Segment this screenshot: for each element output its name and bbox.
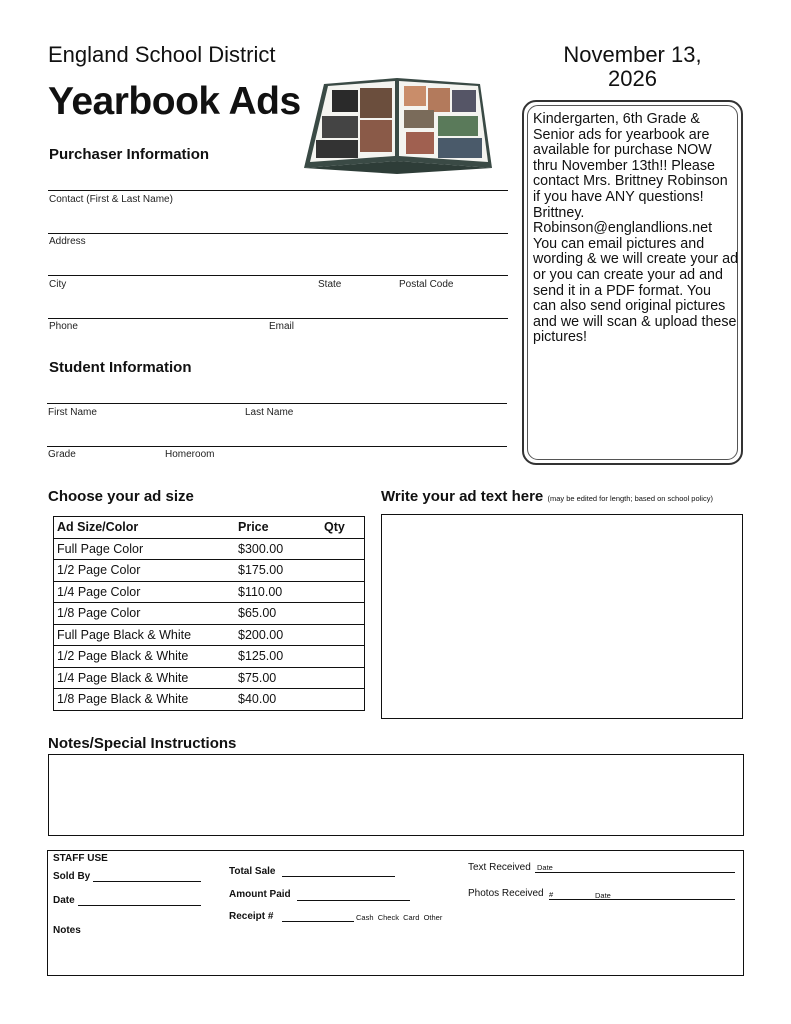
ad-size-row[interactable] (54, 538, 365, 560)
pay-check-option[interactable]: Check (377, 913, 399, 922)
ad-size-row[interactable] (54, 603, 365, 625)
ad-text-note: (may be edited for length; based on school policy) (547, 494, 713, 503)
column-qty: Qty (321, 517, 365, 539)
receipt-label: Receipt # (229, 911, 274, 922)
ad-qty-input[interactable] (321, 624, 365, 646)
sold-by-field[interactable] (93, 881, 201, 882)
ad-price-cell: $300.00 (235, 538, 321, 560)
ad-qty-input[interactable] (321, 538, 365, 560)
ad-qty-input[interactable] (321, 603, 365, 625)
purchaser-heading: Purchaser Information (49, 146, 210, 163)
total-sale-field[interactable] (282, 876, 395, 877)
info-text: Kindergarten, 6th Grade & Senior ads for yearbook are available for purchase NOW thru November 13th!! Please contact Mrs. Brittney Robinson if you have ANY questions! Brittney. Robinson@englandlions.net You can email pictures and wording & we will create your ad or you can create your ad and send it in a PDF format. You can also send original pictures and we will scan & upload these pictures! (533, 111, 739, 346)
ad-size-cell: Full Page Color (54, 538, 236, 560)
ad-text-input[interactable] (381, 514, 743, 719)
ad-qty-input[interactable] (321, 689, 365, 711)
text-received-date-label: Date (537, 863, 553, 872)
first-name-label: First Name (48, 407, 97, 418)
city-state-postal-field[interactable] (48, 275, 508, 276)
pay-other-option[interactable]: Other (423, 913, 443, 922)
staff-use-heading: STAFF USE (53, 853, 108, 864)
ad-qty-input[interactable] (321, 581, 365, 603)
grade-label: Grade (48, 449, 76, 460)
ad-price-cell: $200.00 (235, 624, 321, 646)
address-label: Address (49, 236, 86, 247)
ad-price-cell: $65.00 (235, 603, 321, 625)
postal-code-label: Postal Code (399, 279, 454, 290)
ad-price-cell: $175.00 (235, 560, 321, 582)
photos-number-label: # (549, 890, 554, 899)
notes-heading: Notes/Special Instructions (48, 735, 237, 752)
last-name-label: Last Name (245, 407, 294, 418)
ad-size-row[interactable] (54, 581, 365, 603)
ad-size-heading: Choose your ad size (48, 488, 194, 505)
email-label: Email (269, 321, 295, 332)
text-received-label: Text Received (468, 862, 531, 873)
notes-input[interactable] (48, 754, 744, 836)
ad-size-row[interactable] (54, 624, 365, 646)
ad-qty-input[interactable] (321, 560, 365, 582)
photos-received-field[interactable] (549, 899, 735, 900)
ad-size-row[interactable] (54, 667, 365, 689)
student-name-field[interactable] (47, 403, 507, 404)
ad-size-table (53, 516, 365, 711)
payment-methods (356, 913, 442, 922)
ad-text-title: Write your ad text here (381, 488, 544, 505)
ad-price-cell: $75.00 (235, 667, 321, 689)
column-size: Ad Size/Color (54, 517, 236, 539)
total-sale-label: Total Sale (229, 866, 276, 877)
photos-date-label: Date (595, 891, 611, 900)
sold-by-label: Sold By (53, 871, 91, 882)
text-received-field[interactable] (535, 872, 735, 873)
staff-date-field[interactable] (78, 905, 201, 906)
pay-card-option[interactable]: Card (403, 913, 420, 922)
ad-size-row[interactable] (54, 646, 365, 668)
phone-label: Phone (49, 321, 78, 332)
ad-size-cell: 1/4 Page Color (54, 581, 236, 603)
ad-qty-input[interactable] (321, 667, 365, 689)
city-label: City (49, 279, 67, 290)
ad-size-cell: 1/4 Page Black & White (54, 667, 236, 689)
ad-size-cell: 1/2 Page Black & White (54, 646, 236, 668)
column-price: Price (235, 517, 321, 539)
ad-price-cell: $125.00 (235, 646, 321, 668)
ad-size-cell: 1/8 Page Color (54, 603, 236, 625)
ad-price-cell: $110.00 (235, 581, 321, 603)
address-field[interactable] (48, 233, 508, 234)
amount-paid-field[interactable] (297, 900, 410, 901)
ad-size-cell: Full Page Black & White (54, 624, 236, 646)
ad-size-cell: 1/2 Page Color (54, 560, 236, 582)
ad-size-row[interactable] (54, 689, 365, 711)
phone-email-field[interactable] (48, 318, 508, 319)
contact-field[interactable] (48, 190, 508, 191)
receipt-field[interactable] (282, 921, 354, 922)
ad-price-cell: $40.00 (235, 689, 321, 711)
header-date: November 13, 2026 (563, 42, 702, 91)
contact-label: Contact (First & Last Name) (49, 194, 173, 205)
ad-size-row[interactable] (54, 560, 365, 582)
yearbook-photo (302, 76, 494, 176)
state-label: State (318, 279, 342, 290)
photos-received-label: Photos Received (468, 888, 544, 899)
page-title: Yearbook Ads (48, 80, 301, 123)
student-heading: Student Information (49, 359, 192, 376)
grade-homeroom-field[interactable] (47, 446, 507, 447)
pay-cash-option[interactable]: Cash (356, 913, 374, 922)
staff-notes-label: Notes (53, 925, 81, 936)
district-name: England School District (48, 42, 276, 67)
staff-date-label: Date (53, 895, 75, 906)
ad-qty-input[interactable] (321, 646, 365, 668)
table-header-row (54, 517, 365, 539)
ad-text-heading (381, 488, 713, 505)
homeroom-label: Homeroom (165, 449, 215, 460)
ad-size-cell: 1/8 Page Black & White (54, 689, 236, 711)
amount-paid-label: Amount Paid (229, 889, 291, 900)
